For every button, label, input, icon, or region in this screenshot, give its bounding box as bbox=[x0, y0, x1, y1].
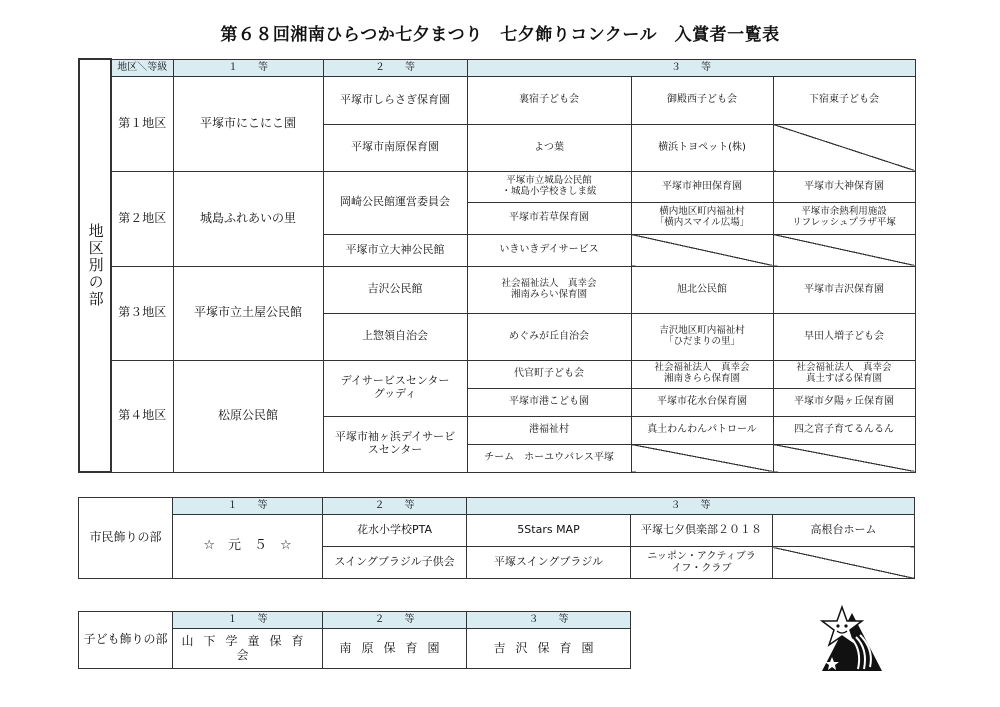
district-4-third-3-3: 四之宮子育てるんるん bbox=[773, 416, 915, 444]
empty-cell bbox=[631, 234, 773, 266]
district-section-label: 地区別の部 bbox=[79, 59, 111, 472]
citizen-third-2-2: ニッポン・アクティブラ イフ・クラブ bbox=[631, 547, 773, 579]
district-4-third-2-1: 平塚市港こども園 bbox=[467, 388, 631, 416]
district-3-third-1-3: 平塚市吉沢保育園 bbox=[773, 266, 915, 313]
district-4-first: 松原公民館 bbox=[173, 360, 323, 472]
header-first: １ 等 bbox=[173, 59, 323, 76]
district-2-third-3-1: いきいきデイサービス bbox=[467, 234, 631, 266]
district-4-third-2-3: 平塚市夕陽ヶ丘保育園 bbox=[773, 388, 915, 416]
district-2-name: 第２地区 bbox=[111, 171, 173, 266]
district-4-third-1-3: 社会福祉法人 真幸会 真土すばる保育園 bbox=[773, 360, 915, 388]
district-3-name: 第３地区 bbox=[111, 266, 173, 360]
citizen-third-1-2: 平塚七夕倶楽部２０１８ bbox=[631, 515, 773, 547]
district-1-third-2-2: 横浜トヨペット(株) bbox=[631, 124, 773, 171]
district-3-second-1: 吉沢公民館 bbox=[323, 266, 467, 313]
district-3-third-2-2: 吉沢地区町内福祉村 「ひだまりの里」 bbox=[631, 313, 773, 360]
children-second: 南原保育園 bbox=[323, 629, 467, 669]
district-4-name: 第４地区 bbox=[111, 360, 173, 472]
district-2-third-2-2: 横内地区町内福祉村 「横内スマイル広場」 bbox=[631, 202, 773, 234]
citizen-third-1-1: 5Stars MAP bbox=[467, 515, 631, 547]
empty-cell bbox=[773, 444, 915, 472]
citizen-first: ☆ 元 ５ ☆ bbox=[173, 515, 323, 579]
empty-cell bbox=[773, 234, 915, 266]
citizen-third-2-1: 平塚スイングブラジル bbox=[467, 547, 631, 579]
children-first: 山下学童保育会 bbox=[173, 629, 323, 669]
district-3-third-1-1: 社会福祉法人 真幸会 湘南みらい保育園 bbox=[467, 266, 631, 313]
district-1-third-1-1: 裏宿子ども会 bbox=[467, 76, 631, 124]
district-4-third-2-2: 平塚市花水台保育園 bbox=[631, 388, 773, 416]
district-3-second-2: 上惣領自治会 bbox=[323, 313, 467, 360]
citizen-second-2: スイングブラジル子供会 bbox=[323, 547, 467, 579]
header-second: ２ 等 bbox=[323, 59, 467, 76]
children-section-label: 子ども飾りの部 bbox=[79, 612, 173, 669]
district-1-first: 平塚市にこにこ園 bbox=[173, 76, 323, 171]
district-1-third-2-1: よつ葉 bbox=[467, 124, 631, 171]
district-4-third-1-2: 社会福祉法人 真幸会 湘南きらら保育園 bbox=[631, 360, 773, 388]
district-3-first: 平塚市立土屋公民館 bbox=[173, 266, 323, 360]
children-header-first: １ 等 bbox=[173, 612, 323, 629]
district-4-second-1: デイサービスセンター グッディ bbox=[323, 360, 467, 416]
star-mascot-icon bbox=[818, 605, 886, 677]
district-4-third-1-1: 代官町子ども会 bbox=[467, 360, 631, 388]
district-2-third-1-1: 平塚市立城島公民館 ・城島小学校きしま紱 bbox=[467, 171, 631, 202]
district-1-second-2: 平塚市南原保育園 bbox=[323, 124, 467, 171]
district-4-third-3-1: 港福祉村 bbox=[467, 416, 631, 444]
children-table bbox=[78, 611, 631, 669]
district-3-third-2-1: めぐみが丘自治会 bbox=[467, 313, 631, 360]
district-2-third-2-1: 平塚市若草保育園 bbox=[467, 202, 631, 234]
citizen-header-third: ３ 等 bbox=[467, 498, 915, 515]
citizen-header-second: ２ 等 bbox=[323, 498, 467, 515]
children-third: 吉沢保育園 bbox=[467, 629, 631, 669]
empty-cell bbox=[773, 124, 915, 171]
citizen-third-1-3: 高根台ホーム bbox=[773, 515, 915, 547]
district-4-third-4-1: チーム ホーユウパレス平塚 bbox=[467, 444, 631, 472]
empty-cell bbox=[631, 444, 773, 472]
citizen-second-1: 花水小学校PTA bbox=[323, 515, 467, 547]
district-4-third-3-2: 真土わんわんパトロール bbox=[631, 416, 773, 444]
header-corner: 地区＼等級 bbox=[111, 59, 173, 76]
district-2-first: 城島ふれあいの里 bbox=[173, 171, 323, 266]
citizen-section-label: 市民飾りの部 bbox=[79, 498, 173, 579]
children-header-third: ３ 等 bbox=[467, 612, 631, 629]
district-1-second-1: 平塚市しらさぎ保育園 bbox=[323, 76, 467, 124]
district-2-third-1-3: 平塚市大神保育園 bbox=[773, 171, 915, 202]
citizen-table bbox=[78, 497, 915, 579]
header-third: ３ 等 bbox=[467, 59, 915, 76]
district-2-third-1-2: 平塚市神田保育園 bbox=[631, 171, 773, 202]
district-1-name: 第１地区 bbox=[111, 76, 173, 171]
district-table bbox=[78, 58, 916, 473]
district-1-third-1-2: 御殿西子ども会 bbox=[631, 76, 773, 124]
district-3-third-2-3: 早田人増子ども会 bbox=[773, 313, 915, 360]
page-title: 第６８回湘南ひらつか七夕まつり 七夕飾りコンクール 入賞者一覧表 bbox=[220, 25, 780, 45]
district-2-third-2-3: 平塚市余熱利用施設 リフレッシュプラザ平塚 bbox=[773, 202, 915, 234]
empty-cell bbox=[773, 547, 915, 579]
district-1-third-1-3: 下宿東子ども会 bbox=[773, 76, 915, 124]
district-2-second-1: 岡崎公民館運営委員会 bbox=[323, 171, 467, 234]
citizen-header-first: １ 等 bbox=[173, 498, 323, 515]
district-4-second-2: 平塚市袖ヶ浜デイサービ スセンター bbox=[323, 416, 467, 472]
district-2-second-2: 平塚市立大神公民館 bbox=[323, 234, 467, 266]
children-header-second: ２ 等 bbox=[323, 612, 467, 629]
district-3-third-1-2: 旭北公民館 bbox=[631, 266, 773, 313]
